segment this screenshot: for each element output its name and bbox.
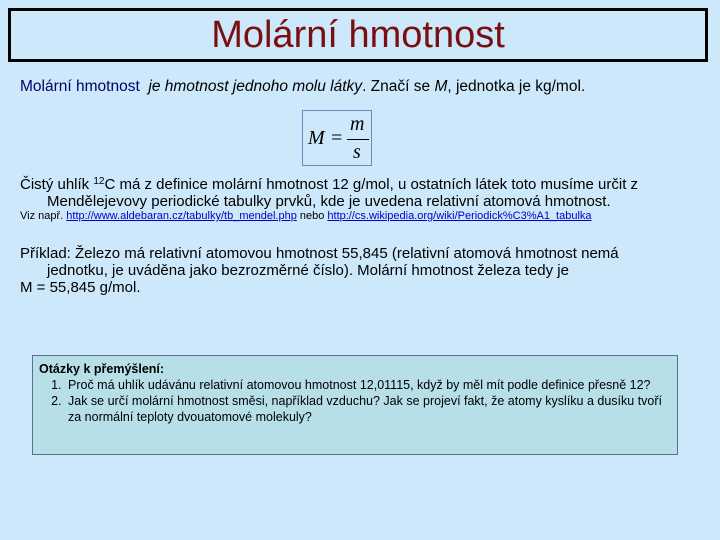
carbon-first-line: C má z definice molární hmotnost 12 g/mol, u ostatních látek toto musíme určit z	[104, 176, 639, 193]
question-item: 2. Jak se určí molární hmotnost směsi, například vzduchu? Jak se projeví fakt, že atomy kyslíku a dusíku tvoří za normální teploty dvouatomové molekuly?	[65, 393, 671, 425]
questions-box	[32, 355, 678, 455]
question-item: 1. Proč má uhlík udávánu relativní atomovou hmotnost 12,01115, když by měl mít podle definice přesně 12?	[65, 377, 671, 393]
links-middle: nebo	[296, 210, 328, 222]
formula-denominator: s	[353, 141, 361, 163]
definition-rest-b: , jednotka je kg/mol.	[447, 78, 586, 95]
questions-title: Otázky k přemýšlení:	[39, 362, 165, 376]
title-box	[8, 8, 708, 62]
fraction-bar	[347, 139, 369, 140]
carbon-paragraph	[20, 173, 638, 210]
formula-box	[302, 110, 372, 166]
links-line	[20, 210, 592, 222]
definition-rest-a: . Značí se	[362, 78, 435, 95]
example-line-2: jednotku, je uváděna jako bezrozměrné číslo). Molární hmotnost železa tedy je	[47, 262, 569, 279]
carbon-pre: Čistý uhlík	[20, 176, 94, 193]
carbon-isotope: 12	[93, 176, 105, 187]
example-line-1: Příklad: Železo má relativní atomovou hmotnost 55,845 (relativní atomová hmotnost nemá	[20, 245, 619, 262]
definition-symbol: M	[434, 78, 448, 95]
definition-line	[20, 78, 585, 96]
definition-term: Molární hmotnost	[20, 78, 140, 95]
example-paragraph	[20, 245, 619, 296]
example-line-3: M = 55,845 g/mol.	[20, 279, 141, 296]
wikipedia-link[interactable]: http://cs.wikipedia.org/wiki/Periodick%C3%A1_tabulka	[327, 210, 592, 222]
carbon-second-line: Mendělejevovy periodické tabulky prvků, kde je uvedena relativní atomová hmotnost.	[47, 193, 611, 210]
formula-lhs: M	[308, 127, 325, 149]
definition-italic: je hmotnost jednoho molu látky	[148, 78, 363, 95]
formula-equals: =	[331, 127, 343, 149]
aldebaran-link[interactable]: http://www.aldebaran.cz/tabulky/tb_mendel.php	[66, 210, 297, 222]
questions-list	[39, 377, 671, 425]
links-prefix: Viz např.	[20, 210, 67, 222]
page-title: Molární hmotnost	[211, 14, 505, 56]
formula-numerator: m	[350, 113, 365, 135]
